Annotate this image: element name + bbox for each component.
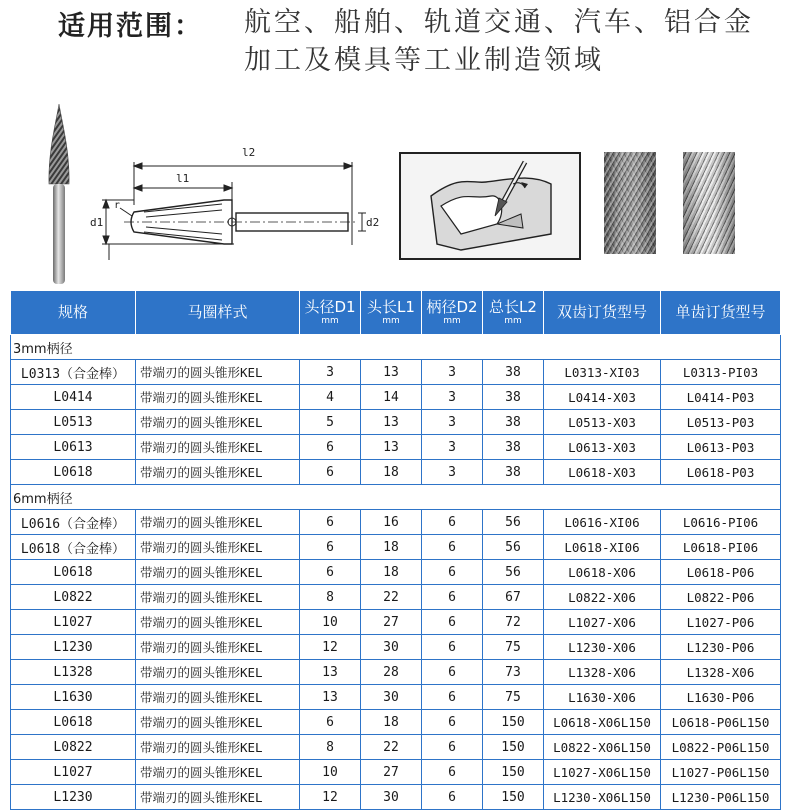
single-cut-model-cell: L1027-P06L150 bbox=[661, 760, 781, 785]
scope-label: 适用范围： bbox=[58, 11, 203, 42]
double-cut-model-cell: L0618-X06L150 bbox=[544, 710, 661, 735]
column-header-label: 头径D1 bbox=[304, 297, 356, 316]
head-diameter-cell: 12 bbox=[300, 785, 361, 810]
style-cell: 带端刃的圆头锥形KEL bbox=[136, 735, 300, 760]
shank-diameter-cell: 6 bbox=[422, 635, 483, 660]
shank-diameter-cell: 3 bbox=[422, 410, 483, 435]
double-cut-model-cell: L0313-XI03 bbox=[544, 360, 661, 385]
total-length-cell: 150 bbox=[483, 735, 544, 760]
style-cell: 带端刃的圆头锥形KEL bbox=[136, 410, 300, 435]
head-diameter-cell: 3 bbox=[300, 360, 361, 385]
single-cut-model-cell: L0313-PI03 bbox=[661, 360, 781, 385]
shank-diameter-cell: 3 bbox=[422, 385, 483, 410]
spec-cell: L1630 bbox=[11, 685, 136, 710]
head-length-cell: 22 bbox=[361, 735, 422, 760]
shank-diameter-cell: 6 bbox=[422, 610, 483, 635]
label-d1: d1 bbox=[90, 216, 104, 229]
table-row bbox=[11, 660, 781, 685]
group-title: 3mm柄径 bbox=[11, 335, 781, 360]
double-cut-model-cell: L0618-X06 bbox=[544, 560, 661, 585]
head-diameter-cell: 6 bbox=[300, 510, 361, 535]
table-row bbox=[11, 760, 781, 785]
total-length-cell: 56 bbox=[483, 510, 544, 535]
shank-diameter-cell: 3 bbox=[422, 435, 483, 460]
total-length-cell: 75 bbox=[483, 685, 544, 710]
group-row bbox=[11, 335, 781, 360]
shank-diameter-cell: 3 bbox=[422, 460, 483, 485]
total-length-cell: 38 bbox=[483, 360, 544, 385]
table-row bbox=[11, 435, 781, 460]
double-cut-model-cell: L1027-X06L150 bbox=[544, 760, 661, 785]
double-cut-model-cell: L0414-X03 bbox=[544, 385, 661, 410]
spec-cell: L1027 bbox=[11, 610, 136, 635]
spec-cell: L0616（合金棒） bbox=[11, 510, 136, 535]
shank-diameter-cell: 3 bbox=[422, 360, 483, 385]
scope-description: 航空、船舶、轨道交通、汽车、铝合金加工及模具等工业制造领域 bbox=[244, 7, 754, 76]
double-cut-texture-image bbox=[604, 152, 656, 254]
double-cut-model-cell: L0618-XI06 bbox=[544, 535, 661, 560]
style-cell: 带端刃的圆头锥形KEL bbox=[136, 460, 300, 485]
column-header-unit: mm bbox=[321, 315, 339, 326]
spec-cell: L1230 bbox=[11, 635, 136, 660]
column-header bbox=[11, 291, 136, 335]
table-row bbox=[11, 385, 781, 410]
column-header bbox=[300, 291, 361, 335]
head-length-cell: 18 bbox=[361, 460, 422, 485]
column-header-label: 柄径D2 bbox=[426, 297, 478, 316]
column-header bbox=[483, 291, 544, 335]
column-header-label: 总长L2 bbox=[489, 297, 537, 316]
shank-diameter-cell: 6 bbox=[422, 585, 483, 610]
total-length-cell: 150 bbox=[483, 785, 544, 810]
head-length-cell: 18 bbox=[361, 560, 422, 585]
shank-diameter-cell: 6 bbox=[422, 660, 483, 685]
column-header-label: 头长L1 bbox=[367, 297, 415, 316]
head-diameter-cell: 10 bbox=[300, 610, 361, 635]
head-diameter-cell: 6 bbox=[300, 560, 361, 585]
column-header-unit: mm bbox=[443, 315, 461, 326]
spec-cell: L0618 bbox=[11, 710, 136, 735]
table-row bbox=[11, 710, 781, 735]
single-cut-model-cell: L0618-P06 bbox=[661, 560, 781, 585]
head-length-cell: 18 bbox=[361, 535, 422, 560]
spec-cell: L0618 bbox=[11, 460, 136, 485]
double-cut-model-cell: L1230-X06L150 bbox=[544, 785, 661, 810]
double-cut-model-cell: L1027-X06 bbox=[544, 610, 661, 635]
table-row bbox=[11, 460, 781, 485]
usage-illustration bbox=[399, 152, 581, 260]
table-row bbox=[11, 785, 781, 810]
table-header-row bbox=[11, 291, 781, 335]
head-length-cell: 13 bbox=[361, 360, 422, 385]
double-cut-model-cell: L1230-X06 bbox=[544, 635, 661, 660]
head-length-cell: 28 bbox=[361, 660, 422, 685]
head-diameter-cell: 6 bbox=[300, 535, 361, 560]
total-length-cell: 38 bbox=[483, 460, 544, 485]
head-length-cell: 30 bbox=[361, 685, 422, 710]
single-cut-model-cell: L0618-P03 bbox=[661, 460, 781, 485]
shank-diameter-cell: 6 bbox=[422, 535, 483, 560]
style-cell: 带端刃的圆头锥形KEL bbox=[136, 435, 300, 460]
style-cell: 带端刃的圆头锥形KEL bbox=[136, 635, 300, 660]
style-cell: 带端刃的圆头锥形KEL bbox=[136, 760, 300, 785]
spec-cell: L1230 bbox=[11, 785, 136, 810]
column-header bbox=[136, 291, 300, 335]
double-cut-model-cell: L0613-X03 bbox=[544, 435, 661, 460]
total-length-cell: 150 bbox=[483, 710, 544, 735]
spec-cell: L0618 bbox=[11, 560, 136, 585]
head-diameter-cell: 4 bbox=[300, 385, 361, 410]
spec-cell: L1328 bbox=[11, 660, 136, 685]
head-diameter-cell: 6 bbox=[300, 435, 361, 460]
total-length-cell: 38 bbox=[483, 385, 544, 410]
head-diameter-cell: 8 bbox=[300, 585, 361, 610]
spec-cell: L0313（合金棒） bbox=[11, 360, 136, 385]
table-row bbox=[11, 560, 781, 585]
single-cut-model-cell: L0616-PI06 bbox=[661, 510, 781, 535]
head-diameter-cell: 8 bbox=[300, 735, 361, 760]
double-cut-model-cell: L0822-X06L150 bbox=[544, 735, 661, 760]
head-diameter-cell: 6 bbox=[300, 710, 361, 735]
shank-diameter-cell: 6 bbox=[422, 510, 483, 535]
double-cut-model-cell: L1630-X06 bbox=[544, 685, 661, 710]
shank-diameter-cell: 6 bbox=[422, 785, 483, 810]
style-cell: 带端刃的圆头锥形KEL bbox=[136, 510, 300, 535]
single-cut-model-cell: L0513-P03 bbox=[661, 410, 781, 435]
style-cell: 带端刃的圆头锥形KEL bbox=[136, 685, 300, 710]
table-row bbox=[11, 535, 781, 560]
table-row bbox=[11, 610, 781, 635]
double-cut-model-cell: L0822-X06 bbox=[544, 585, 661, 610]
style-cell: 带端刃的圆头锥形KEL bbox=[136, 610, 300, 635]
spec-cell: L0613 bbox=[11, 435, 136, 460]
double-cut-model-cell: L1328-X06 bbox=[544, 660, 661, 685]
head-diameter-cell: 5 bbox=[300, 410, 361, 435]
head-length-cell: 16 bbox=[361, 510, 422, 535]
total-length-cell: 75 bbox=[483, 635, 544, 660]
single-cut-model-cell: L0822-P06L150 bbox=[661, 735, 781, 760]
column-header-label: 单齿订货型号 bbox=[675, 303, 766, 321]
column-header-unit: mm bbox=[504, 315, 522, 326]
head-diameter-cell: 12 bbox=[300, 635, 361, 660]
single-cut-model-cell: L1230-P06L150 bbox=[661, 785, 781, 810]
group-title: 6mm柄径 bbox=[11, 485, 781, 510]
head-diameter-cell: 13 bbox=[300, 685, 361, 710]
head-diameter-cell: 10 bbox=[300, 760, 361, 785]
head-length-cell: 22 bbox=[361, 585, 422, 610]
label-r: r bbox=[114, 200, 121, 211]
table-row bbox=[11, 635, 781, 660]
single-cut-model-cell: L0613-P03 bbox=[661, 435, 781, 460]
column-header bbox=[661, 291, 781, 335]
shank-diameter-cell: 6 bbox=[422, 735, 483, 760]
single-cut-model-cell: L0618-P06L150 bbox=[661, 710, 781, 735]
shank-diameter-cell: 6 bbox=[422, 560, 483, 585]
shank-diameter-cell: 6 bbox=[422, 760, 483, 785]
style-cell: 带端刃的圆头锥形KEL bbox=[136, 710, 300, 735]
total-length-cell: 38 bbox=[483, 435, 544, 460]
spec-cell: L0822 bbox=[11, 585, 136, 610]
head-length-cell: 13 bbox=[361, 435, 422, 460]
single-cut-model-cell: L1328-X06 bbox=[661, 660, 781, 685]
style-cell: 带端刃的圆头锥形KEL bbox=[136, 535, 300, 560]
style-cell: 带端刃的圆头锥形KEL bbox=[136, 385, 300, 410]
spec-cell: L0414 bbox=[11, 385, 136, 410]
spec-cell: L1027 bbox=[11, 760, 136, 785]
column-header bbox=[361, 291, 422, 335]
shank-diameter-cell: 6 bbox=[422, 685, 483, 710]
label-l2: l2 bbox=[242, 146, 256, 159]
style-cell: 带端刃的圆头锥形KEL bbox=[136, 660, 300, 685]
group-row bbox=[11, 485, 781, 510]
label-d2: d2 bbox=[366, 216, 380, 229]
product-drawings bbox=[0, 96, 790, 286]
total-length-cell: 56 bbox=[483, 560, 544, 585]
total-length-cell: 56 bbox=[483, 535, 544, 560]
column-header-label: 规格 bbox=[57, 303, 88, 321]
spec-cell: L0822 bbox=[11, 735, 136, 760]
single-cut-model-cell: L0618-PI06 bbox=[661, 535, 781, 560]
head-length-cell: 27 bbox=[361, 610, 422, 635]
single-cut-model-cell: L1630-P06 bbox=[661, 685, 781, 710]
total-length-cell: 73 bbox=[483, 660, 544, 685]
table-row bbox=[11, 585, 781, 610]
spec-cell: L0618（合金棒） bbox=[11, 535, 136, 560]
label-l1: l1 bbox=[176, 172, 190, 185]
head-length-cell: 30 bbox=[361, 635, 422, 660]
head-diameter-cell: 13 bbox=[300, 660, 361, 685]
style-cell: 带端刃的圆头锥形KEL bbox=[136, 560, 300, 585]
head-length-cell: 27 bbox=[361, 760, 422, 785]
double-cut-model-cell: L0513-X03 bbox=[544, 410, 661, 435]
total-length-cell: 150 bbox=[483, 760, 544, 785]
single-cut-texture-image bbox=[683, 152, 735, 254]
head-length-cell: 13 bbox=[361, 410, 422, 435]
shank-diameter-cell: 6 bbox=[422, 710, 483, 735]
table-row bbox=[11, 685, 781, 710]
table-row bbox=[11, 735, 781, 760]
dimension-drawing bbox=[84, 140, 384, 260]
single-cut-model-cell: L0414-P03 bbox=[661, 385, 781, 410]
column-header-label: 马圈样式 bbox=[187, 303, 248, 321]
single-cut-model-cell: L1230-P06 bbox=[661, 635, 781, 660]
column-header bbox=[422, 291, 483, 335]
head-length-cell: 14 bbox=[361, 385, 422, 410]
total-length-cell: 67 bbox=[483, 585, 544, 610]
head-diameter-cell: 6 bbox=[300, 460, 361, 485]
table-row bbox=[11, 510, 781, 535]
single-cut-model-cell: L0822-P06 bbox=[661, 585, 781, 610]
column-header bbox=[544, 291, 661, 335]
style-cell: 带端刃的圆头锥形KEL bbox=[136, 585, 300, 610]
single-cut-model-cell: L1027-P06 bbox=[661, 610, 781, 635]
total-length-cell: 72 bbox=[483, 610, 544, 635]
total-length-cell: 38 bbox=[483, 410, 544, 435]
column-header-unit: mm bbox=[382, 315, 400, 326]
column-header-label: 双齿订货型号 bbox=[556, 303, 647, 321]
double-cut-model-cell: L0618-X03 bbox=[544, 460, 661, 485]
table-row bbox=[11, 360, 781, 385]
style-cell: 带端刃的圆头锥形KEL bbox=[136, 785, 300, 810]
spec-cell: L0513 bbox=[11, 410, 136, 435]
head-length-cell: 30 bbox=[361, 785, 422, 810]
burr-photo bbox=[44, 102, 74, 286]
double-cut-model-cell: L0616-XI06 bbox=[544, 510, 661, 535]
head-length-cell: 18 bbox=[361, 710, 422, 735]
table-row bbox=[11, 410, 781, 435]
style-cell: 带端刃的圆头锥形KEL bbox=[136, 360, 300, 385]
spec-table bbox=[10, 290, 781, 810]
